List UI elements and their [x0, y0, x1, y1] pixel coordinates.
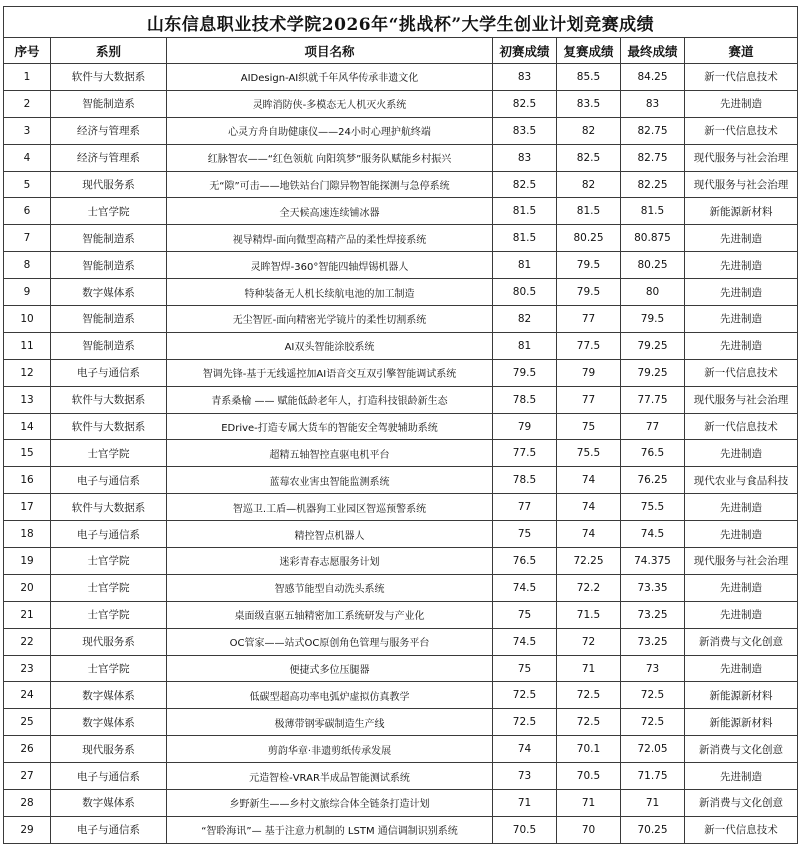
- cell-track: 现代农业与食品科技: [685, 467, 798, 494]
- table-row: [4, 440, 798, 467]
- cell-department: 智能制造系: [51, 306, 167, 333]
- header-track: 赛道: [685, 38, 798, 64]
- cell-preliminary: 83: [493, 64, 557, 91]
- cell-project: 剪韵华章·非遗剪纸传承发展: [167, 736, 493, 763]
- cell-department: 智能制造系: [51, 90, 167, 117]
- cell-department: 数字媒体系: [51, 709, 167, 736]
- cell-semifinal: 79.5: [557, 279, 621, 306]
- cell-project: 特种装备无人机长续航电池的加工制造: [167, 279, 493, 306]
- cell-preliminary: 77: [493, 494, 557, 521]
- cell-index: 19: [4, 548, 51, 575]
- cell-track: 先进制造: [685, 574, 798, 601]
- cell-department: 智能制造系: [51, 252, 167, 279]
- score-sheet: [3, 6, 797, 844]
- cell-preliminary: 76.5: [493, 548, 557, 575]
- cell-project: 超精五轴智控直驱电机平台: [167, 440, 493, 467]
- cell-preliminary: 82.5: [493, 171, 557, 198]
- cell-final: 72.05: [621, 736, 685, 763]
- table-row: [4, 332, 798, 359]
- cell-final: 74.375: [621, 548, 685, 575]
- cell-preliminary: 83.5: [493, 117, 557, 144]
- cell-semifinal: 81.5: [557, 198, 621, 225]
- cell-index: 2: [4, 90, 51, 117]
- cell-project: 低碳型超高功率电弧炉虚拟仿真教学: [167, 682, 493, 709]
- cell-index: 17: [4, 494, 51, 521]
- cell-final: 79.5: [621, 306, 685, 333]
- table-body: [4, 64, 798, 844]
- table-row: [4, 709, 798, 736]
- cell-project: 全天候高速连续铺冰器: [167, 198, 493, 225]
- cell-project: 红脉智农——“红色领航 向阳筑梦”服务队赋能乡村振兴: [167, 144, 493, 171]
- cell-department: 现代服务系: [51, 628, 167, 655]
- cell-final: 73.35: [621, 574, 685, 601]
- table-row: [4, 198, 798, 225]
- cell-semifinal: 72.25: [557, 548, 621, 575]
- cell-preliminary: 75: [493, 601, 557, 628]
- cell-preliminary: 81: [493, 332, 557, 359]
- cell-semifinal: 71: [557, 655, 621, 682]
- cell-preliminary: 81.5: [493, 225, 557, 252]
- cell-track: 新能源新材料: [685, 198, 798, 225]
- table-row: [4, 359, 798, 386]
- table-row: [4, 521, 798, 548]
- table-row: [4, 225, 798, 252]
- cell-preliminary: 79: [493, 413, 557, 440]
- cell-department: 经济与管理系: [51, 144, 167, 171]
- cell-semifinal: 77: [557, 306, 621, 333]
- cell-final: 73: [621, 655, 685, 682]
- cell-preliminary: 79.5: [493, 359, 557, 386]
- cell-semifinal: 70.1: [557, 736, 621, 763]
- cell-department: 软件与大数据系: [51, 386, 167, 413]
- cell-department: 士官学院: [51, 198, 167, 225]
- cell-semifinal: 70.5: [557, 763, 621, 790]
- cell-track: 新消费与文化创意: [685, 628, 798, 655]
- cell-index: 4: [4, 144, 51, 171]
- cell-track: 新消费与文化创意: [685, 790, 798, 817]
- cell-track: 新能源新材料: [685, 709, 798, 736]
- cell-semifinal: 72.5: [557, 709, 621, 736]
- cell-project: “智聆海讯”— 基于注意力机制的 LSTM 通信调制识别系统: [167, 816, 493, 843]
- cell-final: 80.25: [621, 252, 685, 279]
- table-row: [4, 467, 798, 494]
- table-row: [4, 64, 798, 91]
- cell-project: 灵眸消防侠-多模态无人机灭火系统: [167, 90, 493, 117]
- cell-track: 先进制造: [685, 763, 798, 790]
- cell-semifinal: 75: [557, 413, 621, 440]
- cell-department: 数字媒体系: [51, 279, 167, 306]
- cell-department: 智能制造系: [51, 332, 167, 359]
- cell-project: OC管家——站式OC原创角色管理与服务平台: [167, 628, 493, 655]
- cell-semifinal: 74: [557, 494, 621, 521]
- cell-final: 71.75: [621, 763, 685, 790]
- cell-project: 乡野新生——乡村文旅综合体全链条打造计划: [167, 790, 493, 817]
- cell-index: 1: [4, 64, 51, 91]
- cell-department: 电子与通信系: [51, 763, 167, 790]
- cell-index: 9: [4, 279, 51, 306]
- cell-track: 新一代信息技术: [685, 413, 798, 440]
- cell-index: 26: [4, 736, 51, 763]
- cell-track: 先进制造: [685, 90, 798, 117]
- cell-final: 77.75: [621, 386, 685, 413]
- cell-project: EDrive-打造专属大货车的智能安全驾驶辅助系统: [167, 413, 493, 440]
- cell-track: 新一代信息技术: [685, 64, 798, 91]
- cell-track: 先进制造: [685, 252, 798, 279]
- cell-project: 迷彩青春志愿服务计划: [167, 548, 493, 575]
- cell-project: 智感节能型自动洗头系统: [167, 574, 493, 601]
- cell-project: 蓝莓农业害虫智能监测系统: [167, 467, 493, 494]
- cell-index: 28: [4, 790, 51, 817]
- cell-project: 无“隙”可击——地铁站台门隙异物智能探测与急停系统: [167, 171, 493, 198]
- cell-index: 29: [4, 816, 51, 843]
- cell-final: 73.25: [621, 628, 685, 655]
- cell-preliminary: 81.5: [493, 198, 557, 225]
- cell-preliminary: 73: [493, 763, 557, 790]
- cell-semifinal: 74: [557, 467, 621, 494]
- cell-department: 电子与通信系: [51, 816, 167, 843]
- cell-index: 8: [4, 252, 51, 279]
- cell-department: 软件与大数据系: [51, 494, 167, 521]
- cell-index: 20: [4, 574, 51, 601]
- cell-preliminary: 75: [493, 655, 557, 682]
- cell-semifinal: 80.25: [557, 225, 621, 252]
- cell-preliminary: 83: [493, 144, 557, 171]
- title-row: [4, 7, 798, 38]
- cell-department: 电子与通信系: [51, 467, 167, 494]
- cell-department: 士官学院: [51, 440, 167, 467]
- table-row: [4, 655, 798, 682]
- cell-index: 15: [4, 440, 51, 467]
- cell-project: 智巡卫.工盾—机器狗工业园区智巡预警系统: [167, 494, 493, 521]
- header-index: 序号: [4, 38, 51, 64]
- cell-preliminary: 74: [493, 736, 557, 763]
- table-row: [4, 117, 798, 144]
- cell-department: 经济与管理系: [51, 117, 167, 144]
- cell-index: 12: [4, 359, 51, 386]
- cell-project: 桌面级直驱五轴精密加工系统研发与产业化: [167, 601, 493, 628]
- cell-semifinal: 72: [557, 628, 621, 655]
- cell-track: 先进制造: [685, 306, 798, 333]
- cell-final: 70.25: [621, 816, 685, 843]
- header-preliminary: 初赛成绩: [493, 38, 557, 64]
- cell-final: 84.25: [621, 64, 685, 91]
- cell-index: 5: [4, 171, 51, 198]
- cell-semifinal: 71.5: [557, 601, 621, 628]
- cell-project: 心灵方舟自助健康仪——24小时心理护航终端: [167, 117, 493, 144]
- cell-index: 22: [4, 628, 51, 655]
- cell-track: 先进制造: [685, 440, 798, 467]
- cell-track: 先进制造: [685, 494, 798, 521]
- cell-semifinal: 77: [557, 386, 621, 413]
- cell-final: 72.5: [621, 709, 685, 736]
- cell-track: 先进制造: [685, 332, 798, 359]
- cell-index: 13: [4, 386, 51, 413]
- cell-project: 精控智点机器人: [167, 521, 493, 548]
- cell-project: 智调先锋-基于无线遥控加AI语音交互双引擎智能调试系统: [167, 359, 493, 386]
- cell-preliminary: 70.5: [493, 816, 557, 843]
- cell-track: 先进制造: [685, 601, 798, 628]
- table-row: [4, 816, 798, 843]
- cell-preliminary: 81: [493, 252, 557, 279]
- table-row: [4, 628, 798, 655]
- cell-project: 视导精焊-面向微型高精产品的柔性焊接系统: [167, 225, 493, 252]
- table-row: [4, 574, 798, 601]
- page-title: 山东信息职业技术学院2026年“挑战杯”大学生创业计划竞赛成绩: [4, 7, 798, 38]
- cell-semifinal: 82: [557, 171, 621, 198]
- cell-index: 10: [4, 306, 51, 333]
- table-row: [4, 413, 798, 440]
- header-department: 系别: [51, 38, 167, 64]
- cell-department: 电子与通信系: [51, 521, 167, 548]
- header-row: [4, 38, 798, 64]
- cell-semifinal: 79.5: [557, 252, 621, 279]
- cell-department: 智能制造系: [51, 225, 167, 252]
- cell-final: 71: [621, 790, 685, 817]
- cell-track: 先进制造: [685, 225, 798, 252]
- table-row: [4, 494, 798, 521]
- cell-semifinal: 72.5: [557, 682, 621, 709]
- cell-track: 新一代信息技术: [685, 816, 798, 843]
- cell-final: 77: [621, 413, 685, 440]
- cell-index: 3: [4, 117, 51, 144]
- cell-final: 76.5: [621, 440, 685, 467]
- table-row: [4, 144, 798, 171]
- cell-final: 83: [621, 90, 685, 117]
- cell-preliminary: 74.5: [493, 628, 557, 655]
- cell-final: 72.5: [621, 682, 685, 709]
- cell-semifinal: 85.5: [557, 64, 621, 91]
- cell-track: 新一代信息技术: [685, 359, 798, 386]
- cell-project: AIDesign-AI织就千年风华传承非遗文化: [167, 64, 493, 91]
- cell-preliminary: 78.5: [493, 386, 557, 413]
- cell-preliminary: 72.5: [493, 709, 557, 736]
- cell-semifinal: 72.2: [557, 574, 621, 601]
- cell-index: 6: [4, 198, 51, 225]
- cell-track: 现代服务与社会治理: [685, 548, 798, 575]
- cell-department: 现代服务系: [51, 736, 167, 763]
- header-semifinal: 复赛成绩: [557, 38, 621, 64]
- table-row: [4, 171, 798, 198]
- cell-project: 极薄带钢零碳制造生产线: [167, 709, 493, 736]
- table-row: [4, 790, 798, 817]
- table-row: [4, 252, 798, 279]
- cell-final: 80.875: [621, 225, 685, 252]
- cell-semifinal: 79: [557, 359, 621, 386]
- cell-department: 士官学院: [51, 548, 167, 575]
- cell-index: 7: [4, 225, 51, 252]
- cell-index: 14: [4, 413, 51, 440]
- cell-department: 士官学院: [51, 655, 167, 682]
- cell-semifinal: 74: [557, 521, 621, 548]
- cell-preliminary: 75: [493, 521, 557, 548]
- cell-project: 无尘智匠-面向精密光学镜片的柔性切割系统: [167, 306, 493, 333]
- cell-final: 82.75: [621, 117, 685, 144]
- cell-project: 便捷式多位压腿器: [167, 655, 493, 682]
- cell-index: 25: [4, 709, 51, 736]
- cell-index: 24: [4, 682, 51, 709]
- cell-semifinal: 75.5: [557, 440, 621, 467]
- cell-semifinal: 83.5: [557, 90, 621, 117]
- cell-department: 电子与通信系: [51, 359, 167, 386]
- cell-track: 新一代信息技术: [685, 117, 798, 144]
- cell-department: 士官学院: [51, 574, 167, 601]
- cell-index: 27: [4, 763, 51, 790]
- cell-preliminary: 82.5: [493, 90, 557, 117]
- cell-department: 软件与大数据系: [51, 64, 167, 91]
- cell-final: 76.25: [621, 467, 685, 494]
- cell-final: 73.25: [621, 601, 685, 628]
- cell-track: 先进制造: [685, 279, 798, 306]
- cell-index: 23: [4, 655, 51, 682]
- cell-final: 81.5: [621, 198, 685, 225]
- cell-track: 新消费与文化创意: [685, 736, 798, 763]
- cell-department: 软件与大数据系: [51, 413, 167, 440]
- cell-preliminary: 71: [493, 790, 557, 817]
- header-final: 最终成绩: [621, 38, 685, 64]
- cell-semifinal: 70: [557, 816, 621, 843]
- cell-final: 74.5: [621, 521, 685, 548]
- table-row: [4, 279, 798, 306]
- cell-semifinal: 77.5: [557, 332, 621, 359]
- cell-final: 79.25: [621, 359, 685, 386]
- cell-department: 数字媒体系: [51, 682, 167, 709]
- cell-project: 灵眸智焊-360°智能四轴焊锡机器人: [167, 252, 493, 279]
- cell-final: 79.25: [621, 332, 685, 359]
- cell-track: 新能源新材料: [685, 682, 798, 709]
- cell-final: 80: [621, 279, 685, 306]
- cell-preliminary: 72.5: [493, 682, 557, 709]
- score-table: [3, 6, 798, 844]
- cell-project: AI双头智能涂胶系统: [167, 332, 493, 359]
- cell-semifinal: 82: [557, 117, 621, 144]
- header-project: 项目名称: [167, 38, 493, 64]
- cell-semifinal: 71: [557, 790, 621, 817]
- cell-department: 数字媒体系: [51, 790, 167, 817]
- cell-project: 元造智检-VRAR半成品智能测试系统: [167, 763, 493, 790]
- cell-semifinal: 82.5: [557, 144, 621, 171]
- table-row: [4, 386, 798, 413]
- table-row: [4, 601, 798, 628]
- cell-final: 75.5: [621, 494, 685, 521]
- cell-department: 士官学院: [51, 601, 167, 628]
- cell-index: 21: [4, 601, 51, 628]
- cell-index: 16: [4, 467, 51, 494]
- cell-track: 现代服务与社会治理: [685, 144, 798, 171]
- cell-track: 先进制造: [685, 521, 798, 548]
- table-row: [4, 90, 798, 117]
- cell-final: 82.25: [621, 171, 685, 198]
- table-row: [4, 548, 798, 575]
- cell-preliminary: 78.5: [493, 467, 557, 494]
- cell-index: 11: [4, 332, 51, 359]
- cell-final: 82.75: [621, 144, 685, 171]
- table-row: [4, 736, 798, 763]
- table-row: [4, 763, 798, 790]
- table-row: [4, 306, 798, 333]
- cell-preliminary: 77.5: [493, 440, 557, 467]
- cell-preliminary: 82: [493, 306, 557, 333]
- cell-project: 青系桑榆 —— 赋能低龄老年人，打造科技银龄新生态: [167, 386, 493, 413]
- cell-preliminary: 74.5: [493, 574, 557, 601]
- cell-track: 现代服务与社会治理: [685, 386, 798, 413]
- cell-track: 现代服务与社会治理: [685, 171, 798, 198]
- cell-track: 先进制造: [685, 655, 798, 682]
- cell-preliminary: 80.5: [493, 279, 557, 306]
- cell-index: 18: [4, 521, 51, 548]
- table-row: [4, 682, 798, 709]
- cell-department: 现代服务系: [51, 171, 167, 198]
